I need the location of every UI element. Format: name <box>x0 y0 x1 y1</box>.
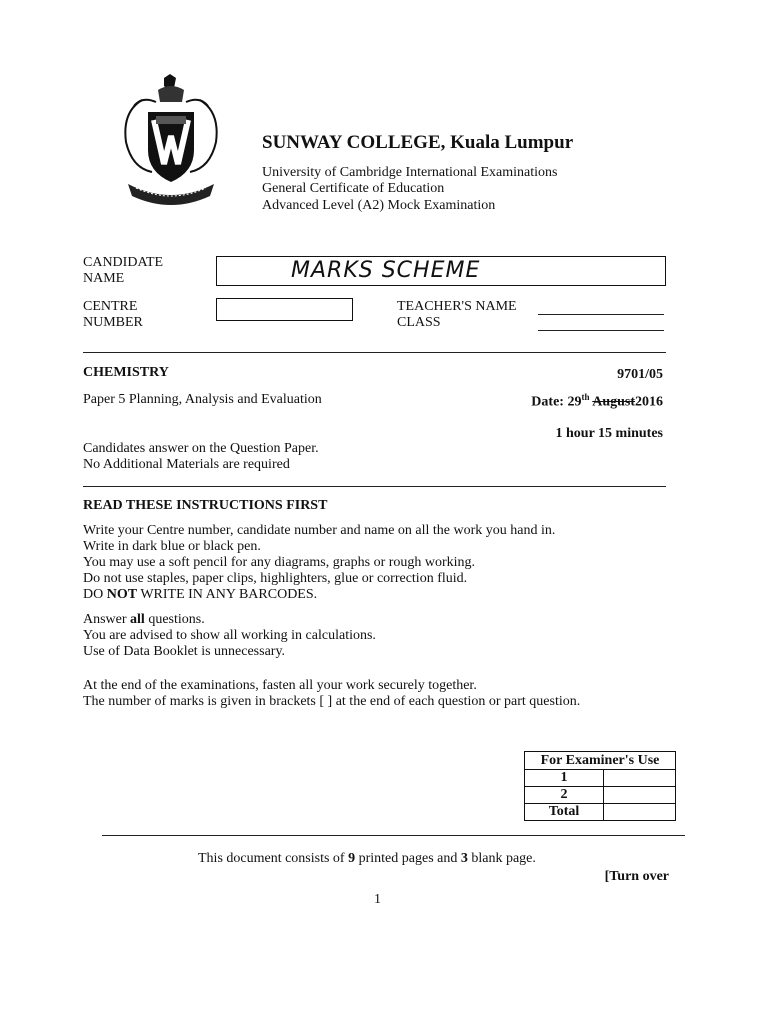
instructions-heading: READ THESE INSTRUCTIONS FIRST <box>83 498 328 513</box>
divider <box>102 835 685 836</box>
mark-cell[interactable] <box>604 770 676 787</box>
paper-code: 9701/05 <box>617 367 663 382</box>
candidate-name-label: CANDIDATE NAME <box>83 255 164 286</box>
examiner-table-heading: For Examiner's Use <box>525 752 676 770</box>
subject-title: CHEMISTRY <box>83 365 169 380</box>
instructions-block-1: Write your Centre number, candidate number and name on all the work you hand in. Write in dark blue or black pen. You may use a soft pencil for any diagrams, graphs or rough working. Do not use staples, paper clips, highlighters, glue or correction fluid. DO NOT WRITE IN ANY BARCODES. <box>83 523 556 602</box>
table-row: 1 <box>525 770 676 787</box>
table-row: 2 <box>525 787 676 804</box>
class-label: CLASS <box>397 315 441 330</box>
answer-note: Candidates answer on the Question Paper. <box>83 441 319 456</box>
exam-date: Date: 29th August2016 <box>531 392 663 410</box>
candidate-name-value: MARKS SCHEME <box>291 258 481 283</box>
materials-note: No Additional Materials are required <box>83 457 290 472</box>
college-crest-icon <box>112 72 230 212</box>
examiner-use-table <box>524 751 676 821</box>
table-row: Total <box>525 804 676 821</box>
instructions-block-2: Answer all questions. You are advised to show all working in calculations. Use of Data Booklet is unnecessary. <box>83 612 376 659</box>
exam-level: Advanced Level (A2) Mock Examination <box>262 198 496 213</box>
page-number: 1 <box>374 892 381 907</box>
paper-title: Paper 5 Planning, Analysis and Evaluation <box>83 392 322 407</box>
mark-cell[interactable] <box>604 787 676 804</box>
candidate-name-field[interactable] <box>216 256 666 286</box>
certificate-line: General Certificate of Education <box>262 181 445 196</box>
mark-cell[interactable] <box>604 804 676 821</box>
exam-duration: 1 hour 15 minutes <box>555 426 663 441</box>
college-name: SUNWAY COLLEGE, Kuala Lumpur <box>262 132 574 153</box>
divider <box>83 486 666 487</box>
class-line[interactable] <box>538 330 664 331</box>
centre-number-label: CENTRE NUMBER <box>83 299 143 330</box>
turn-over-note: [Turn over <box>604 869 669 884</box>
instructions-block-3: At the end of the examinations, fasten all your work securely together. The number of marks is given in brackets [ ] at the end of each question or part question. <box>83 678 581 709</box>
teacher-name-line[interactable] <box>538 314 664 315</box>
exam-board: University of Cambridge International Examinations <box>262 165 558 180</box>
centre-number-field[interactable] <box>216 298 353 321</box>
teacher-name-label: TEACHER'S NAME <box>397 299 517 314</box>
divider <box>83 352 666 353</box>
page-count-note: This document consists of 9 printed pages and 3 blank page. <box>198 851 536 866</box>
